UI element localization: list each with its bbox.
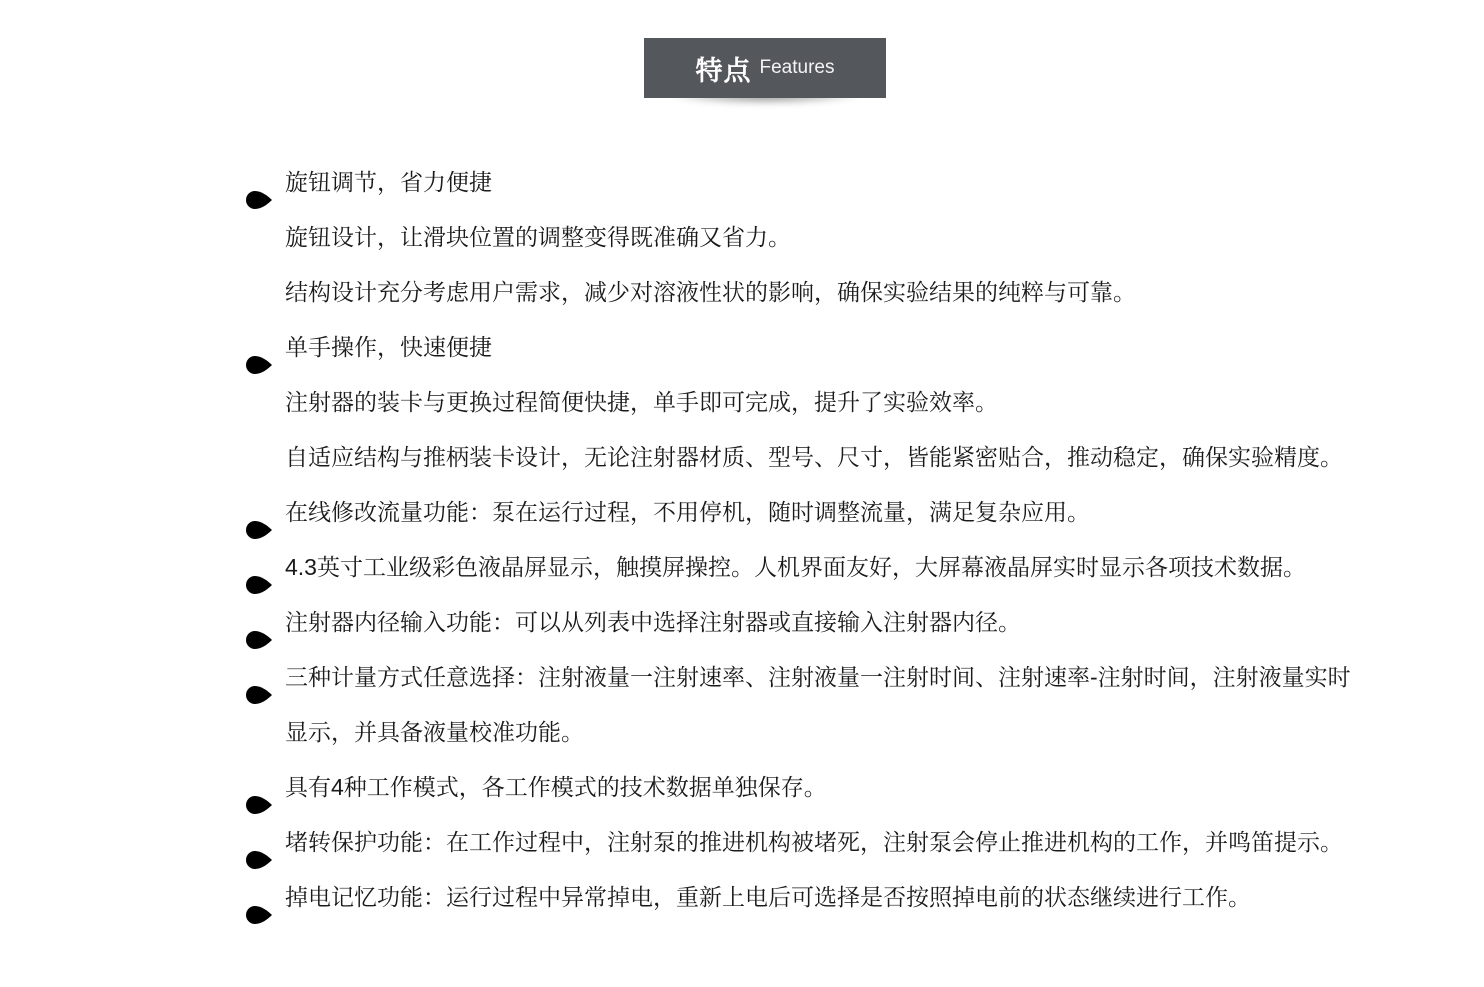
feature-text: 4.3英寸工业级彩色液晶屏显示，触摸屏操控。人机界面友好，大屏幕液晶屏实时显示各项技术数据。: [285, 554, 1306, 580]
feature-line: [246, 430, 1426, 485]
features-header-badge: [644, 38, 886, 98]
feature-text: 具有4种工作模式，各工作模式的技术数据单独保存。: [285, 774, 827, 800]
feature-text: 在线修改流量功能：泵在运行过程，不用停机，随时调整流量，满足复杂应用。: [285, 499, 1090, 525]
feature-line: [246, 155, 1426, 210]
feature-text: 结构设计充分考虑用户需求，减少对溶液性状的影响，确保实验结果的纯粹与可靠。: [285, 279, 1136, 305]
feature-text: 掉电记忆功能：运行过程中异常掉电，重新上电后可选择是否按照掉电前的状态继续进行工作。: [285, 884, 1251, 910]
feature-line: [246, 375, 1426, 430]
bullet-icon: [246, 889, 272, 907]
feature-text: 显示，并具备液量校准功能。: [285, 719, 584, 745]
bullet-icon: [246, 504, 272, 522]
feature-line: [246, 760, 1426, 815]
bullet-icon: [246, 779, 272, 797]
feature-text: 自适应结构与推柄装卡设计，无论注射器材质、型号、尺寸，皆能紧密贴合，推动稳定，确保实验精度。: [285, 444, 1343, 470]
feature-line: [246, 595, 1426, 650]
bullet-icon: [246, 174, 272, 192]
page-title-cn: 特点: [695, 55, 752, 86]
feature-text: 单手操作，快速便捷: [285, 334, 492, 360]
bullet-icon: [246, 559, 272, 577]
feature-line: [246, 705, 1426, 760]
page-title-en: Features: [759, 57, 835, 78]
feature-list: [246, 155, 1426, 925]
bullet-icon: [246, 339, 272, 357]
bullet-icon: [246, 834, 272, 852]
feature-line: [246, 320, 1426, 375]
feature-text: 注射器的装卡与更换过程简便快捷，单手即可完成，提升了实验效率。: [285, 389, 998, 415]
feature-text: 注射器内径输入功能：可以从列表中选择注射器或直接输入注射器内径。: [285, 609, 1021, 635]
feature-line: [246, 265, 1426, 320]
feature-line: [246, 210, 1426, 265]
feature-line: [246, 815, 1426, 870]
feature-text: 三种计量方式任意选择：注射液量一注射速率、注射液量一注射时间、注射速率-注射时间，注射液量实时: [285, 664, 1351, 690]
bullet-icon: [246, 669, 272, 687]
feature-line: [246, 540, 1426, 595]
feature-line: [246, 650, 1426, 705]
bullet-icon: [246, 614, 272, 632]
feature-line: [246, 870, 1426, 925]
feature-line: [246, 485, 1426, 540]
feature-text: 旋钮设计，让滑块位置的调整变得既准确又省力。: [285, 224, 791, 250]
feature-text: 堵转保护功能：在工作过程中，注射泵的推进机构被堵死，注射泵会停止推进机构的工作，并鸣笛提示。: [285, 829, 1343, 855]
feature-text: 旋钮调节，省力便捷: [285, 169, 492, 195]
